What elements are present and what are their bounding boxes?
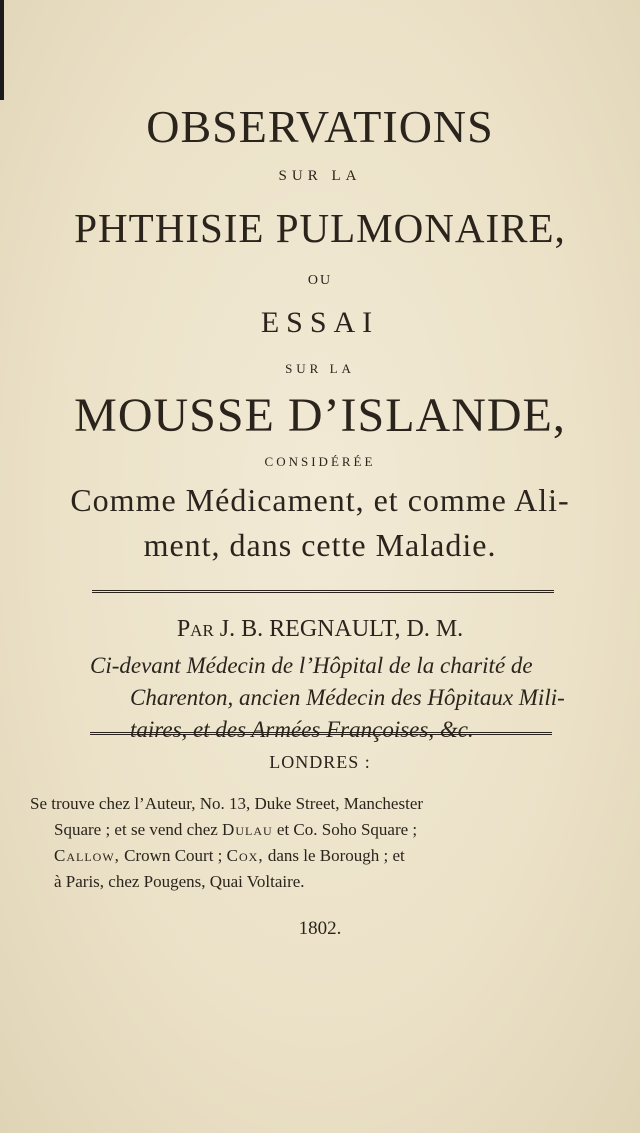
author-par: Par (176, 616, 214, 642)
sur-la-2: SUR LA (285, 361, 355, 376)
mousse-title: MOUSSE D’ISLANDE, (74, 389, 566, 442)
imprint-line-1: Se trouve chez l’Auteur, No. 13, Duke Street, Manchester (30, 794, 424, 813)
author-line (0, 616, 640, 643)
imprint-2-start: Square ; et se vend chez (54, 820, 218, 839)
imprint-line-3 (54, 843, 405, 869)
divider-rule-1 (92, 590, 554, 593)
imprint-3-end: dans le Borough ; et (267, 846, 405, 865)
main-title: OBSERVATIONS (146, 101, 494, 152)
imprint-line-4: à Paris, chez Pougens, Quai Voltaire. (54, 872, 305, 891)
imprint-2-end: et Co. Soho Square ; (276, 820, 418, 839)
place-of-publication: LONDRES : (269, 752, 371, 772)
credentials-line-3: taires, et des Armées Françoises, &c. (130, 717, 474, 742)
comme-line-1: Comme Médicament, et comme Ali- (70, 482, 570, 518)
author-name: REGNAULT, D. M. (269, 616, 464, 642)
divider-rule-2 (90, 732, 552, 735)
publication-year: 1802. (298, 918, 342, 939)
imprint-2-dulau: Dulau (222, 820, 273, 839)
essai-title: ESSAI (260, 306, 380, 339)
ou-text: OU (307, 273, 333, 288)
imprint-3-cox: Cox, (226, 846, 264, 865)
author-initials: J. B. (219, 616, 264, 642)
imprint-3-mid: Crown Court ; (124, 846, 223, 865)
credentials-line-1: Ci-devant Médecin de l’Hôpital de la charité de (90, 653, 533, 678)
subject-title: PHTHISIE PULMONAIRE, (74, 205, 566, 251)
sur-la-1: SUR LA (278, 168, 362, 184)
comme-line-2: ment, dans cette Maladie. (143, 527, 497, 563)
consideree-text: CONSIDÉRÉE (264, 454, 376, 469)
binding-edge (0, 0, 4, 100)
imprint-3-callow: Callow, (54, 846, 120, 865)
imprint-line-2 (54, 817, 417, 843)
credentials-line-2: Charenton, ancien Médecin des Hôpitaux Mili- (130, 685, 565, 710)
